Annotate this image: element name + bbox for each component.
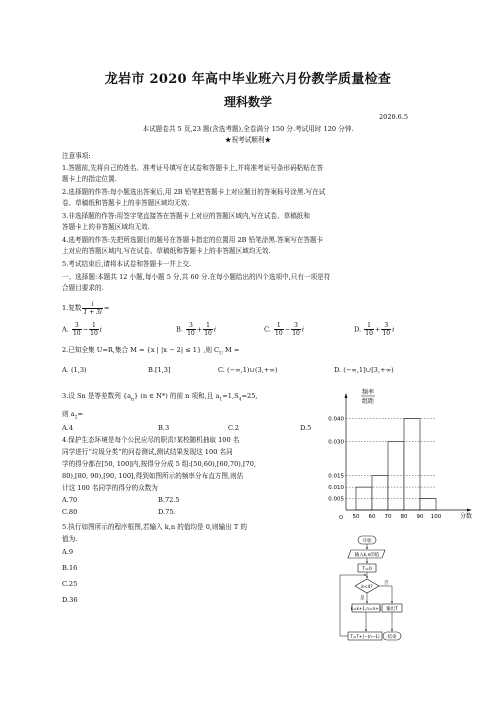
note-line: 卷、草稿纸和答题卡上的非答题区域均无效. xyxy=(62,199,190,207)
question-5-line: 值为. xyxy=(62,535,78,543)
q2-option-b: B.[1,3] xyxy=(148,366,171,374)
flow-init: T=0 xyxy=(362,567,372,572)
question-4-line: 80),[80, 90),[90, 100],得到如图所示的频率分布直方图,则估 xyxy=(62,472,244,480)
exam-wish: ★祝考试顺利★ xyxy=(224,136,272,144)
note-line: 4.选考题的作答:先把所选题目的题号在答题卡指定的位置用 2B 铅笔涂黑.答案写在答题卡 xyxy=(62,236,324,244)
hist-xtick-label: 100 xyxy=(430,514,442,520)
q3-option-c: C.2 xyxy=(228,424,240,432)
q1-fraction: $\frac{i}{1 + 3i}$ xyxy=(83,300,102,316)
flow-output: 输出T xyxy=(386,607,398,612)
flow-update: k=k+1,n=n+1 xyxy=(350,606,382,611)
hist-origin: O xyxy=(339,515,343,521)
hist-xtick-label: 80 xyxy=(400,514,408,520)
q5-option-b: B.16 xyxy=(62,564,78,572)
flow-start: 开始 xyxy=(362,539,372,545)
hist-ytick-label: 0.015 xyxy=(328,473,344,480)
question-3-ask: 则 $a_2=$ xyxy=(62,410,84,421)
q4-option-d: D.75. xyxy=(158,508,176,516)
hist-xtick-label: 50 xyxy=(352,514,360,520)
question-2-stem: 2.已知全集 U=R,集合 M = {x | |x − 2| ≤ 1} ,则 $C_U$ M = xyxy=(62,346,240,357)
question-3-stem: 3.设 Sn 是等差数列 $\{a_n\}$ (n ∈ N*) 的前 n 项和,且 $a_1=1,S_4=25$, xyxy=(62,392,258,403)
hist-xtick-label: 70 xyxy=(384,514,392,520)
hist-ylabel-top: 频率 xyxy=(362,389,375,396)
question-4-line: 同学进行“垃圾分类”的问卷测试,测试结果发现这 100 名同 xyxy=(62,448,233,456)
q2-option-a: A. (1,3) xyxy=(62,366,87,374)
exam-date: 2020.6.5 xyxy=(379,113,408,121)
note-line: 1.答题前,先将自己的姓名、准考证号填写在试卷和答题卡上,并将准考证号条形码粘贴在答 xyxy=(62,164,324,172)
note-line: 上对应的答题区域内,写在试卷、草稿纸和答题卡上的非答题区域均无效. xyxy=(62,247,271,255)
note-line: 5.考试结束后,请将本试卷和答题卡一并上交. xyxy=(62,260,192,268)
hist-xtick-label: 90 xyxy=(416,514,424,520)
question-4-line: 4.保护生态环境是每个公民应尽的职责!某校随机抽取 100 名 xyxy=(62,436,240,444)
note-line: 2.选择题的作答:每小题选出答案后,用 2B 铅笔把答题卡上对应题目的答案标号涂黑.写在试 xyxy=(62,188,326,196)
flow-condition: k<4? xyxy=(361,585,373,590)
flow-calc: T=T+(−(n−1) xyxy=(350,634,380,639)
q3-option-d: D.5 xyxy=(300,424,312,432)
question-4-line: 计这 100 名同学的得分的众数为 xyxy=(62,484,158,492)
hist-ylabel-bottom: 组距 xyxy=(362,398,375,405)
histogram-bar xyxy=(388,441,404,510)
hist-ytick-label: 0.030 xyxy=(328,439,344,446)
q5-option-c: C.25 xyxy=(62,580,78,588)
q1-option-d: D. $\frac{1}{10}$ + $\frac{3}{10}$ i xyxy=(354,322,395,337)
note-line: 题卡上的指定位置. xyxy=(62,175,117,183)
note-line: 3.非选择题的作答:用签字笔直接答在答题卡上对应的答题区域内,写在试卷、草稿纸和 xyxy=(62,212,310,220)
notes-heading: 注意事项: xyxy=(62,152,91,160)
exam-info: 本试题卷共 5 页,23 题(含选考题),全卷满分 150 分.考试用时 120 分钟. xyxy=(142,125,354,133)
hist-ytick-label: 0.010 xyxy=(328,485,344,492)
question-5-line: 5.执行如图所示的程序框图,若输入 k,n 的值均是 0,则输出 T 的 xyxy=(62,523,247,531)
histogram-bar xyxy=(404,418,420,510)
q1-option-a: A. $\frac{3}{10}$ − $\frac{1}{10}$ i xyxy=(62,322,102,337)
hist-xtick-label: 60 xyxy=(368,514,376,520)
q5-option-d: D.36 xyxy=(62,596,78,604)
histogram-bar xyxy=(420,499,436,510)
q3-option-b: B.3 xyxy=(158,424,170,432)
section-intro: 一、选择题:本题共 12 小题,每小题 5 分,共 60 分.在每小题给出的四个选项中,只有一项是符 xyxy=(62,273,331,281)
q4-option-b: B.72.5 xyxy=(158,496,180,504)
q4-option-a: A.70 xyxy=(62,496,78,504)
q5-option-a: A.9 xyxy=(62,548,74,556)
flow-end: 结束 xyxy=(387,635,397,640)
question-1-stem: 1.复数 $\frac{i}{1 + 3i}$ = xyxy=(62,300,110,316)
q1-option-b: B. $\frac{3}{10}$ + $\frac{1}{10}$ i xyxy=(176,322,216,337)
q2-option-d: D. (−∞,1]∪[3,+∞) xyxy=(334,366,394,374)
frequency-histogram xyxy=(328,385,476,525)
q3-option-a: A.4 xyxy=(62,424,74,432)
exam-title: 龙岩市 2020 年高中毕业班六月份教学质量检查 xyxy=(104,72,392,87)
q4-option-c: C.80 xyxy=(62,508,78,516)
q1-option-c: C. $\frac{1}{10}$ − $\frac{3}{10}$ i xyxy=(264,322,304,337)
hist-ytick-label: 0.040 xyxy=(328,416,344,423)
histogram-bar xyxy=(372,476,388,510)
program-flowchart xyxy=(318,534,408,674)
exam-subject: 理科数学 xyxy=(223,95,272,109)
q2-option-c: C. (−∞,1)∪(3,+∞) xyxy=(218,366,278,374)
flow-yes-label: 是 xyxy=(360,596,365,601)
hist-xlabel: 分数 xyxy=(460,513,473,520)
question-4-line: 学的得分都在[50, 100]内,按得分分成 5 组:[50,60),[60,70),[70, xyxy=(62,460,257,468)
note-line: 答题卡上的非答题区域均无效. xyxy=(62,223,150,231)
section-intro: 合题目要求的. xyxy=(62,284,104,292)
flow-input: 输入k,n的值 xyxy=(354,553,380,558)
flow-no-label: 否 xyxy=(384,581,389,586)
hist-ytick-label: 0.005 xyxy=(328,496,344,503)
